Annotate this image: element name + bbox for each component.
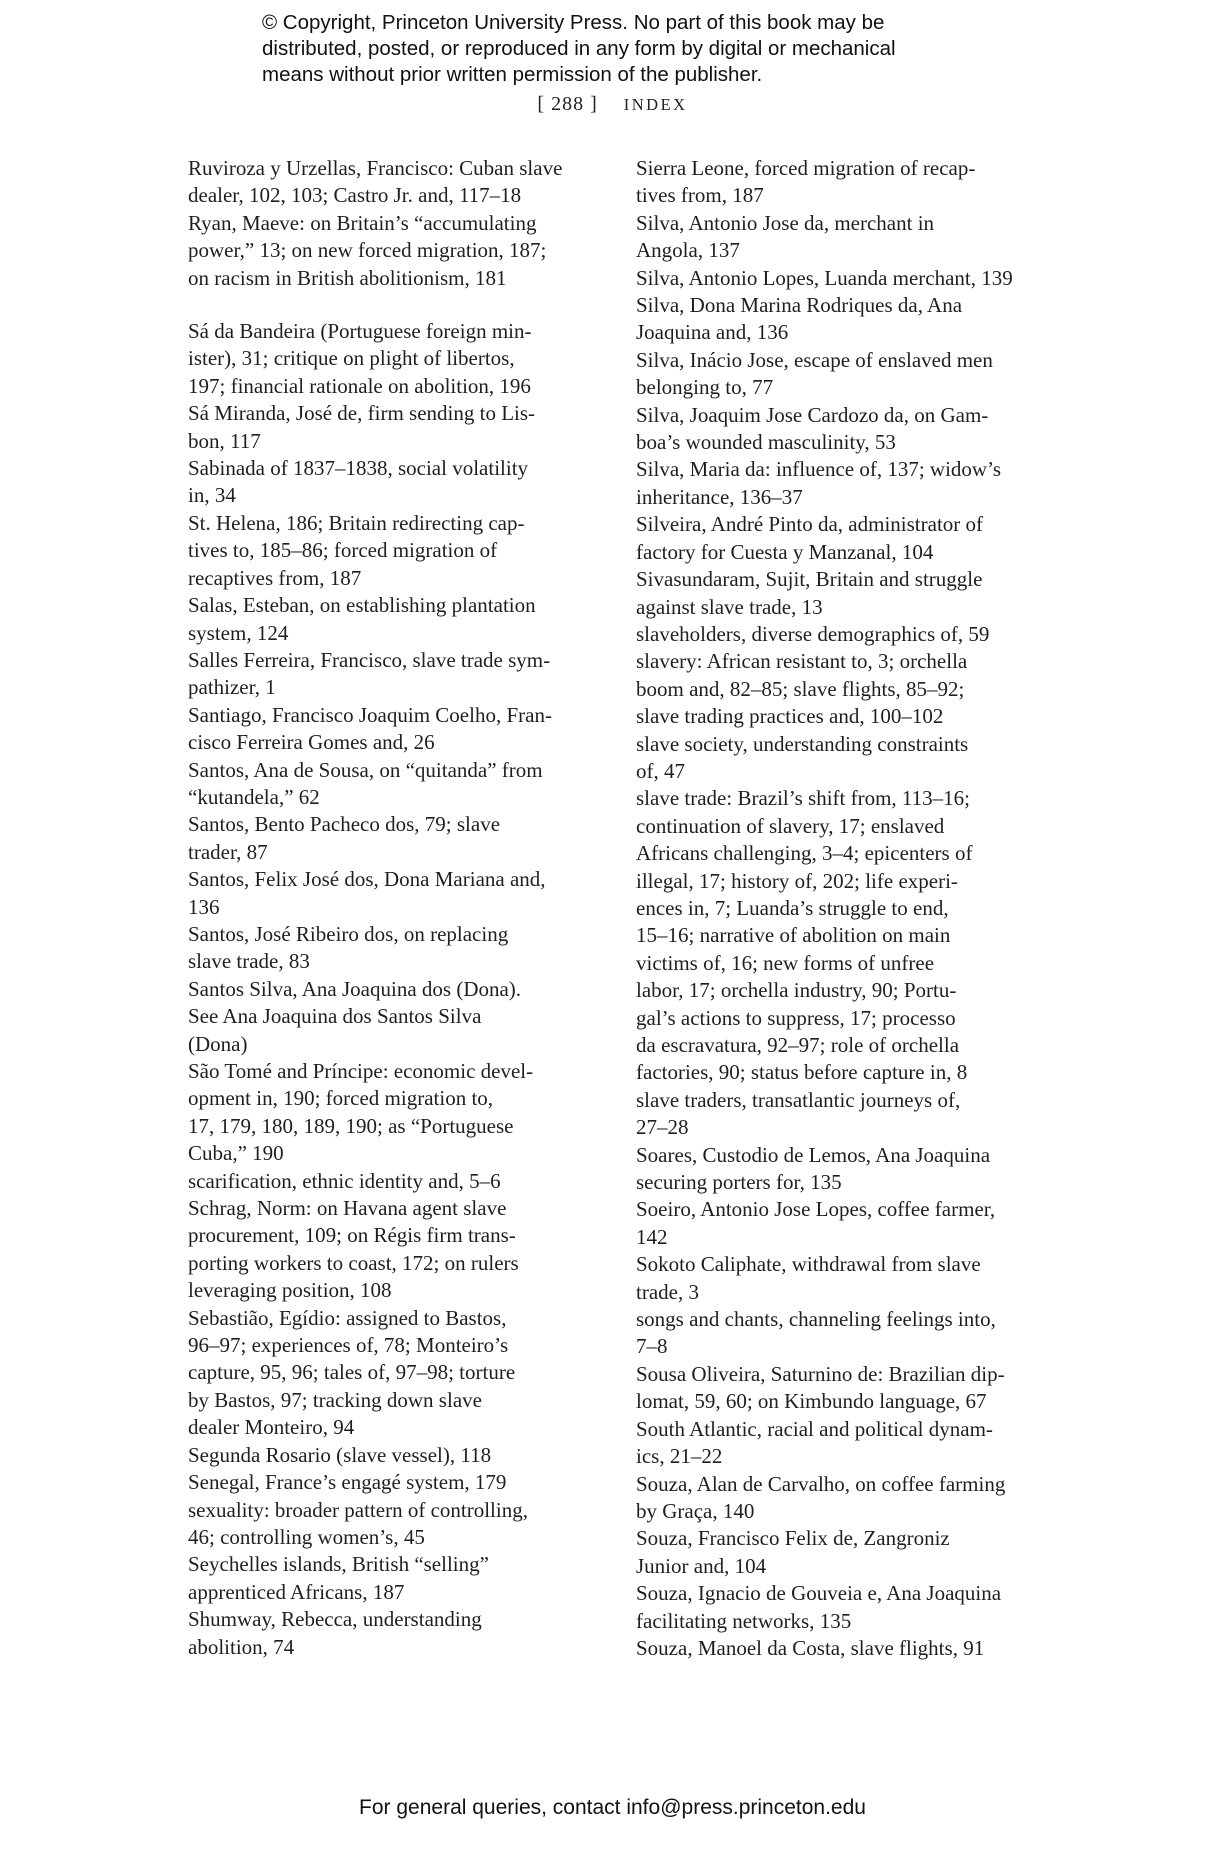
- index-entry: [636, 1196, 1076, 1251]
- index-entry: [188, 1469, 618, 1496]
- index-entry-line: by Bastos, 97; tracking down slave: [188, 1387, 482, 1412]
- index-entry-line: Silva, Antonio Lopes, Luanda merchant, 139: [636, 265, 1013, 290]
- index-entry: [636, 292, 1076, 347]
- index-entry-line: Santiago, Francisco Joaquim Coelho, Fran-: [188, 702, 552, 727]
- index-entry: [636, 210, 1076, 265]
- index-entry-line: Souza, Manoel da Costa, slave flights, 91: [636, 1635, 985, 1660]
- index-entry-line: opment in, 190; forced migration to,: [188, 1086, 494, 1111]
- index-entry-line: trader, 87: [188, 839, 268, 864]
- index-entry-line: factory for Cuesta y Manzanal, 104: [636, 539, 934, 564]
- index-entry: [188, 647, 618, 702]
- index-entry-line: Sebastião, Egídio: assigned to Bastos,: [188, 1305, 507, 1330]
- index-entry-line: inheritance, 136–37: [636, 484, 803, 509]
- index-entry-line: slaveholders, diverse demographics of, 59: [636, 621, 990, 646]
- index-entry-line: scarification, ethnic identity and, 5–6: [188, 1168, 501, 1193]
- index-entry: [188, 1551, 618, 1606]
- index-entry-line: leveraging position, 108: [188, 1278, 392, 1303]
- index-entry-line: Souza, Francisco Felix de, Zangroniz: [636, 1526, 950, 1551]
- index-entry-line: South Atlantic, racial and political dynam-: [636, 1416, 993, 1441]
- index-entry: [188, 455, 618, 510]
- index-entry: [188, 976, 618, 1058]
- index-entry-line: in, 34: [188, 483, 236, 508]
- index-entry: [636, 1416, 1076, 1471]
- index-entry-line: Silva, Antonio Jose da, merchant in: [636, 210, 935, 235]
- index-entry-line: by Graça, 140: [636, 1498, 755, 1523]
- index-entry-line: See Ana Joaquina dos Santos Silva: [188, 1004, 482, 1029]
- index-entry-line: (Dona): [188, 1031, 248, 1056]
- index-entry-line: Sabinada of 1837–1838, social volatility: [188, 456, 529, 481]
- copyright-line: means without prior written permission of the publisher.: [262, 63, 763, 86]
- index-entry: [188, 1058, 618, 1168]
- index-entry-line: 142: [636, 1224, 668, 1249]
- index-column-right: [636, 155, 1076, 1662]
- index-entry-line: da escravatura, 92–97; role of orchella: [636, 1033, 960, 1057]
- index-entry-line: factories, 90; status before capture in, 8: [636, 1060, 968, 1085]
- index-entry-line: Soeiro, Antonio Jose Lopes, coffee farmer,: [636, 1197, 996, 1222]
- index-entry-line: bon, 117: [188, 428, 261, 453]
- index-entry-line: 96–97; experiences of, 78; Monteiro’s: [188, 1333, 509, 1358]
- index-entry: [636, 456, 1076, 511]
- page-number: [ 288 ]: [537, 93, 598, 115]
- index-entry-line: Senegal, France’s engagé system, 179: [188, 1470, 507, 1495]
- index-entry-line: Joaquina and, 136: [636, 320, 789, 345]
- index-entry: [636, 1525, 1076, 1580]
- index-entry-line: Salles Ferreira, Francisco, slave trade sym-: [188, 647, 551, 672]
- index-entry-line: dealer Monteiro, 94: [188, 1415, 355, 1440]
- index-entry-line: Sá Miranda, José de, firm sending to Lis-: [188, 401, 536, 426]
- index-entry-line: power,” 13; on new forced migration, 187;: [188, 238, 547, 263]
- index-entry-line: Soares, Custodio de Lemos, Ana Joaquina: [636, 1142, 991, 1167]
- index-entry-line: 15–16; narrative of abolition on main: [636, 923, 951, 948]
- index-entry: [188, 210, 618, 292]
- index-entry: [188, 400, 618, 455]
- index-entry: [188, 1442, 618, 1469]
- index-entry-line: Santos, Bento Pacheco dos, 79; slave: [188, 812, 501, 837]
- index-entry-line: slave traders, transatlantic journeys of,: [636, 1087, 961, 1112]
- index-entry: [636, 785, 1076, 1086]
- index-entry: [636, 347, 1076, 402]
- index-entry: [636, 1087, 1076, 1142]
- index-entry: [188, 155, 618, 210]
- index-entry-line: Santos, Ana de Sousa, on “quitanda” from: [188, 757, 543, 782]
- index-entry-line: St. Helena, 186; Britain redirecting cap-: [188, 510, 525, 535]
- index-entry-line: Segunda Rosario (slave vessel), 118: [188, 1442, 492, 1467]
- index-entry-line: Junior and, 104: [636, 1553, 767, 1578]
- letter-gap: [188, 292, 618, 318]
- index-entry-line: Santos, José Ribeiro dos, on replacing: [188, 921, 509, 946]
- index-entry-line: lomat, 59, 60; on Kimbundo language, 67: [636, 1389, 987, 1414]
- index-entry: [636, 621, 1076, 648]
- index-entry-line: apprenticed Africans, 187: [188, 1579, 405, 1604]
- index-entry: [188, 1497, 618, 1552]
- index-entry: [188, 1606, 618, 1661]
- index-entry-line: slavery: African resistant to, 3; orchella: [636, 649, 968, 674]
- index-entry: [636, 1251, 1076, 1306]
- index-entry-line: 46; controlling women’s, 45: [188, 1524, 425, 1549]
- index-entry-line: Silva, Dona Marina Rodriques da, Ana: [636, 293, 963, 318]
- index-entry-line: belonging to, 77: [636, 375, 774, 400]
- index-entry: [636, 265, 1076, 292]
- index-entry-line: Silveira, André Pinto da, administrator of: [636, 512, 984, 537]
- index-entry: [188, 1168, 618, 1195]
- index-entry: [188, 1305, 618, 1442]
- index-entry-line: Seychelles islands, British “selling”: [188, 1552, 489, 1577]
- index-entry-line: Silva, Maria da: influence of, 137; widow’s: [636, 457, 1002, 482]
- index-entry: [188, 510, 618, 592]
- index-entry: [636, 155, 1076, 210]
- index-entry-line: São Tomé and Príncipe: economic devel-: [188, 1059, 534, 1083]
- index-entry: [188, 318, 618, 400]
- index-entry-line: slave society, understanding constraints: [636, 731, 969, 756]
- index-entry-line: Sousa Oliveira, Saturnino de: Brazilian dip-: [636, 1361, 1005, 1386]
- index-entry-line: Sokoto Caliphate, withdrawal from slave: [636, 1252, 981, 1277]
- index-entry: [636, 566, 1076, 621]
- index-entry-line: slave trading practices and, 100–102: [636, 704, 944, 729]
- index-entry: [636, 1361, 1076, 1416]
- index-entry-line: illegal, 17; history of, 202; life experi-: [636, 868, 958, 893]
- index-entry-line: porting workers to coast, 172; on rulers: [188, 1250, 519, 1275]
- index-entry-line: 17, 179, 180, 189, 190; as “Portuguese: [188, 1113, 514, 1138]
- index-entry-line: against slave trade, 13: [636, 594, 823, 619]
- index-entry: [636, 1580, 1076, 1635]
- running-head-title: INDEX: [623, 95, 688, 114]
- index-entry-line: ics, 21–22: [636, 1444, 723, 1469]
- index-entry-line: gal’s actions to suppress, 17; processo: [636, 1005, 956, 1030]
- index-entry: [636, 648, 1076, 730]
- index-entry-line: pathizer, 1: [188, 675, 276, 700]
- index-entry-line: victims of, 16; new forms of unfree: [636, 950, 935, 975]
- index-entry-line: on racism in British abolitionism, 181: [188, 265, 507, 290]
- index-entry-line: Shumway, Rebecca, understanding: [188, 1607, 482, 1632]
- index-entry-line: “kutandela,” 62: [188, 784, 320, 809]
- index-entry-line: slave trade: Brazil’s shift from, 113–16;: [636, 786, 970, 811]
- index-entry: [188, 592, 618, 647]
- index-entry: [188, 921, 618, 976]
- index-entry-line: slave trade, 83: [188, 949, 310, 974]
- index-entry: [188, 757, 618, 812]
- index-entry-line: Souza, Ignacio de Gouveia e, Ana Joaquina: [636, 1581, 1002, 1606]
- index-entry: [188, 1195, 618, 1305]
- index-entry-line: Silva, Joaquim Jose Cardozo da, on Gam-: [636, 402, 989, 427]
- index-entry-line: Salas, Esteban, on establishing plantation: [188, 593, 536, 618]
- index-entry-line: Sierra Leone, forced migration of recap-: [636, 156, 976, 180]
- index-entry-line: boa’s wounded masculinity, 53: [636, 430, 896, 455]
- index-entry-line: cisco Ferreira Gomes and, 26: [188, 730, 435, 755]
- running-head: [0, 93, 1225, 116]
- index-entry-line: tives from, 187: [636, 183, 764, 208]
- index-entry: [636, 731, 1076, 786]
- index-entry: [636, 1471, 1076, 1526]
- copyright-line: © Copyright, Princeton University Press. No part of this book may be: [262, 11, 885, 34]
- index-entry: [636, 1142, 1076, 1197]
- footer-contact: For general queries, contact info@press.princeton.edu: [359, 1796, 866, 1819]
- index-entry: [188, 811, 618, 866]
- index-column-left: [188, 155, 618, 1661]
- index-entry-line: labor, 17; orchella industry, 90; Portu-: [636, 978, 957, 1003]
- index-entry-line: boom and, 82–85; slave flights, 85–92;: [636, 676, 965, 701]
- index-entry-line: Sivasundaram, Sujit, Britain and struggle: [636, 567, 983, 592]
- index-entry-line: Silva, Inácio Jose, escape of enslaved men: [636, 347, 993, 372]
- index-entry-line: securing porters for, 135: [636, 1170, 842, 1195]
- index-entry-line: songs and chants, channeling feelings into,: [636, 1307, 996, 1332]
- index-entry-line: of, 47: [636, 758, 685, 783]
- index-entry-line: Souza, Alan de Carvalho, on coffee farming: [636, 1471, 1006, 1496]
- index-entry-line: 197; financial rationale on abolition, 196: [188, 373, 531, 398]
- index-entry: [636, 511, 1076, 566]
- index-entry-line: Cuba,” 190: [188, 1141, 284, 1166]
- index-entry: [188, 702, 618, 757]
- index-entry-line: sexuality: broader pattern of controlling,: [188, 1497, 528, 1522]
- index-entry-line: Africans challenging, 3–4; epicenters of: [636, 841, 973, 866]
- index-entry-line: Sá da Bandeira (Portuguese foreign min-: [188, 319, 532, 344]
- index-entry-line: abolition, 74: [188, 1634, 295, 1659]
- index-entry-line: Schrag, Norm: on Havana agent slave: [188, 1196, 507, 1221]
- index-entry-line: recaptives from, 187: [188, 565, 362, 590]
- index-entry-line: ister), 31; critique on plight of libertos,: [188, 346, 515, 371]
- index-entry-line: Ryan, Maeve: on Britain’s “accumulating: [188, 210, 537, 235]
- index-entry: [636, 1306, 1076, 1361]
- index-entry-line: trade, 3: [636, 1279, 699, 1304]
- index-entry-line: system, 124: [188, 620, 289, 645]
- index-entry-line: Santos, Felix José dos, Dona Mariana and,: [188, 867, 546, 892]
- index-entry-line: Angola, 137: [636, 238, 740, 263]
- index-entry-line: 27–28: [636, 1115, 689, 1140]
- index-entry-line: 7–8: [636, 1334, 668, 1359]
- index-entry-line: ences in, 7; Luanda’s struggle to end,: [636, 895, 949, 920]
- index-entry-line: Ruviroza y Urzellas, Francisco: Cuban slave: [188, 156, 563, 180]
- index-entry-line: capture, 95, 96; tales of, 97–98; torture: [188, 1360, 516, 1385]
- index-entry-line: tives to, 185–86; forced migration of: [188, 538, 498, 563]
- index-entry: [636, 402, 1076, 457]
- index-entry-line: Santos Silva, Ana Joaquina dos (Dona).: [188, 976, 522, 1001]
- index-entry-line: continuation of slavery, 17; enslaved: [636, 813, 945, 838]
- copyright-notice: [262, 10, 1022, 88]
- copyright-line: distributed, posted, or reproduced in any form by digital or mechanical: [262, 37, 896, 60]
- index-entry-line: facilitating networks, 135: [636, 1608, 852, 1633]
- index-entry: [636, 1635, 1076, 1662]
- index-entry: [188, 866, 618, 921]
- index-entry-line: dealer, 102, 103; Castro Jr. and, 117–18: [188, 183, 522, 208]
- index-entry-line: procurement, 109; on Régis firm trans-: [188, 1223, 516, 1248]
- index-entry-line: 136: [188, 894, 220, 919]
